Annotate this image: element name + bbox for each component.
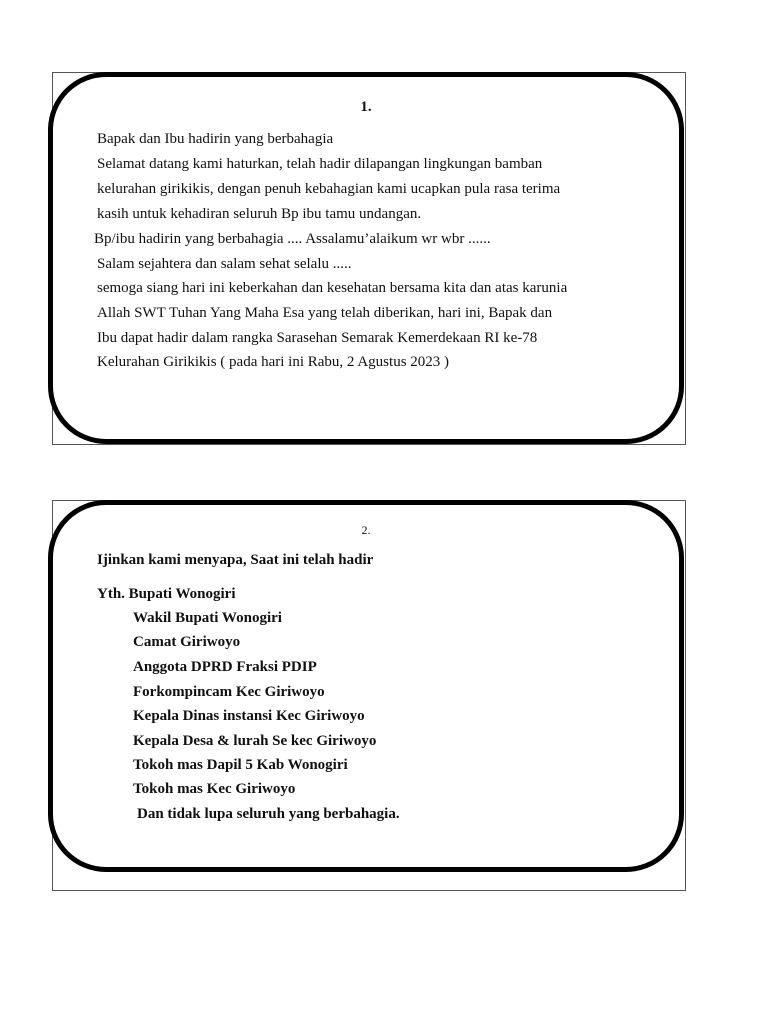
card-1-line: Bapak dan Ibu hadirin yang berbahagia	[97, 131, 334, 147]
card-1-line: Selamat datang kami haturkan, telah hadir dilapangan lingkungan bamban	[97, 156, 543, 172]
card-2	[48, 500, 684, 872]
guest-item: Kepala Desa & lurah Se kec Giriwoyo	[133, 733, 377, 749]
card-1-line: kasih untuk kehadiran seluruh Bp ibu tamu undangan.	[97, 206, 422, 222]
guest-item: Kepala Dinas instansi Kec Giriwoyo	[133, 708, 365, 724]
card-1-line: semoga siang hari ini keberkahan dan kesehatan bersama kita dan atas karunia	[97, 280, 568, 296]
card-1-line: kelurahan girikikis, dengan penuh kebahagian kami ucapkan pula rasa terima	[97, 181, 561, 197]
card-1-line: Bp/ibu hadirin yang berbahagia .... Assalamu’alaikum wr wbr ......	[94, 231, 491, 247]
guest-item: Yth. Bupati Wonogiri	[97, 586, 236, 602]
card-1-line: Salam sejahtera dan salam sehat selalu .....	[97, 256, 352, 272]
guest-item: Camat Giriwoyo	[133, 634, 241, 650]
guest-item: Forkompincam Kec Giriwoyo	[133, 684, 325, 700]
card-2-number: 2.	[361, 523, 371, 537]
card-1-line: Allah SWT Tuhan Yang Maha Esa yang telah diberikan, hari ini, Bapak dan	[97, 305, 553, 321]
card-1-number: 1.	[360, 99, 372, 115]
card-2-intro: Ijinkan kami menyapa, Saat ini telah hadir	[97, 552, 374, 568]
card-1-line: Ibu dapat hadir dalam rangka Sarasehan Semarak Kemerdekaan RI ke-78	[97, 330, 538, 346]
guest-item: Tokoh mas Kec Giriwoyo	[133, 781, 296, 797]
guest-item: Anggota DPRD Fraksi PDIP	[133, 659, 317, 675]
card-1	[48, 72, 684, 444]
guest-item: Tokoh mas Dapil 5 Kab Wonogiri	[133, 757, 348, 773]
card-1-line: Kelurahan Girikikis ( pada hari ini Rabu, 2 Agustus 2023 )	[97, 354, 450, 370]
guest-item: Wakil Bupati Wonogiri	[133, 610, 282, 626]
guest-item: Dan tidak lupa seluruh yang berbahagia.	[137, 806, 400, 822]
